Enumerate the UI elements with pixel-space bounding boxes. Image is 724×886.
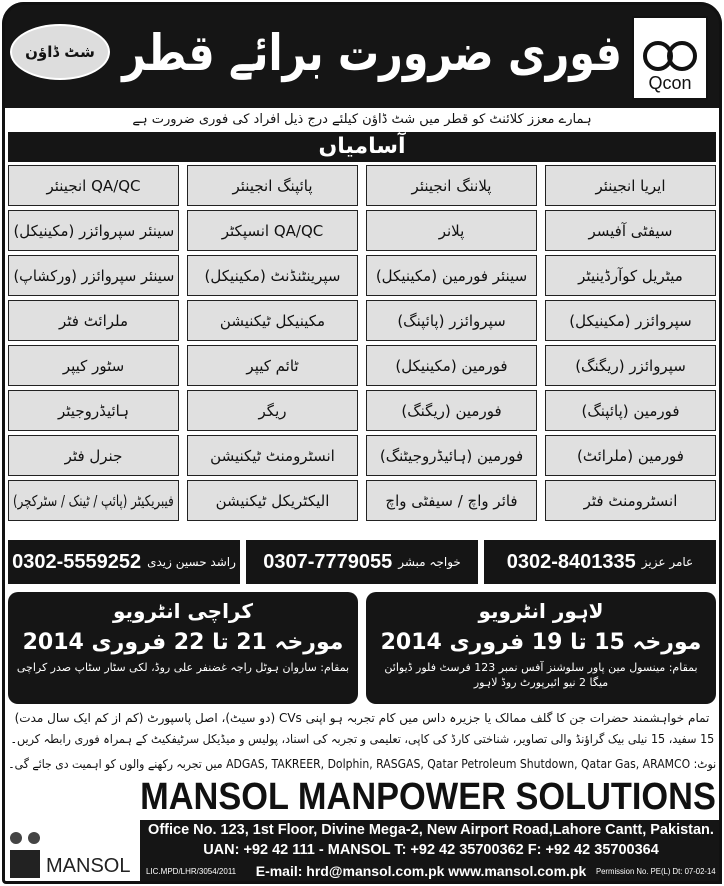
post-item: انسٹرومنٹ ٹیکنیشن	[210, 446, 335, 465]
karachi-interview-venue: بمقام: ساروان ہوٹل راجہ غضنفر علی روڈ، لکی سٹار سٹاپ صدر کراچی	[16, 661, 350, 674]
company-name-box	[140, 776, 716, 818]
post-cell	[545, 390, 716, 431]
requirement-line: 15 سفید، 15 نیلی بیک گراؤنڈ والی تصاویر، شناختی کارڈ کی کاپی، تعلیمی و تجربہ کی اسناد، پولیس و میڈیکل سرٹیفکیٹ کے ہمراہ فوری رابطہ کریں۔	[10, 732, 714, 746]
lahore-interview-title: لاہور انٹرویو	[478, 599, 604, 623]
post-item: سپروائزر (ریگنگ)	[575, 356, 686, 375]
post-item: سپروائزر (مکینیکل)	[569, 311, 692, 330]
post-cell	[187, 300, 358, 341]
post-item: سینئر سپروائزر (ورکشاپ)	[13, 266, 174, 285]
post-item: فورمین (مکینیکل)	[395, 356, 508, 375]
post-cell	[187, 165, 358, 206]
post-item: فیبریکیٹر (پائپ / ٹینک / سٹرکچر)	[13, 491, 174, 510]
requirement-line: تمام خواہشمند حضرات جن کا گلف ممالک یا جزیرہ داس میں کام تجربہ ہو اپنی CVs (دو سیٹ)، اصل پاسپورٹ (کم از کم ایک سال مدت)	[14, 711, 710, 725]
post-cell	[366, 345, 537, 386]
post-cell	[545, 255, 716, 296]
note-box	[8, 753, 716, 775]
post-cell	[545, 165, 716, 206]
post-cell	[8, 345, 179, 386]
contact-name: عامر عزیز	[641, 555, 694, 569]
email-website: E-mail: hrd@mansol.com.pk www.mansol.com.pk	[255, 863, 587, 879]
post-cell	[366, 210, 537, 251]
post-cell	[366, 255, 537, 296]
qcon-logo	[632, 16, 708, 100]
qcon-logo-text: Qcon	[648, 73, 692, 93]
contact-3	[8, 540, 240, 584]
mansol-mark-icon	[8, 832, 42, 878]
ad-title: فوری ضرورت برائے قطر	[122, 24, 622, 82]
post-cell	[366, 390, 537, 431]
post-cell	[545, 210, 716, 251]
qcon-circles-icon	[646, 41, 694, 71]
ad-title-box	[122, 8, 622, 98]
post-cell	[545, 345, 716, 386]
post-cell	[187, 480, 358, 521]
post-item: سینئر سپروائزر (مکینیکل)	[13, 221, 174, 240]
shutdown-badge: شٹ ڈاؤن	[10, 24, 110, 80]
contact-name: خواجہ مبشر	[398, 555, 461, 569]
post-item: QA/QC انسپکٹر	[221, 221, 324, 240]
post-item: QA/QC انجینئر	[46, 176, 141, 195]
mansol-logo	[8, 828, 138, 878]
post-cell	[187, 435, 358, 476]
post-cell	[187, 345, 358, 386]
requirements	[10, 708, 714, 750]
post-cell	[545, 480, 716, 521]
post-item: فائر واچ / سیفٹی واچ	[385, 491, 518, 510]
post-cell	[366, 300, 537, 341]
post-item: فورمین (ملرائٹ)	[577, 446, 684, 465]
post-cell	[187, 255, 358, 296]
post-cell	[545, 435, 716, 476]
contacts-row	[8, 540, 716, 584]
company-address: Office No. 123, 1st Floor, Divine Mega-2, New Airport Road,Lahore Cantt, Pakistan.	[148, 822, 714, 838]
post-item: سپروائزر (پائپنگ)	[397, 311, 506, 330]
company-name: MANSOL MANPOWER SOLUTIONS	[140, 776, 716, 818]
post-item: سیفٹی آفیسر	[588, 221, 673, 240]
posts-grid	[8, 165, 716, 521]
post-item: سپرینٹنڈنٹ (مکینیکل)	[204, 266, 341, 285]
post-item: فورمین (ہائیڈروجیٹنگ)	[379, 446, 524, 465]
post-cell	[187, 210, 358, 251]
lahore-interview-venue: بمقام: مینسول مین پاور سلوشنز آفس نمبر 123 فرسٹ فلور ڈیوائن میگا 2 نیو ائیرپورٹ روڈ لاہور	[384, 661, 698, 689]
post-item: میٹریل کوآرڈینیٹر	[578, 266, 683, 285]
company-phones: UAN: +92 42 111 - MANSOL T: +92 42 35700362 F: +92 42 35700364	[203, 842, 659, 858]
post-item: ریگر	[258, 401, 287, 420]
contact-2	[246, 540, 478, 584]
post-item: فورمین (پائپنگ)	[581, 401, 680, 420]
post-item: ملرائٹ فٹر	[58, 311, 129, 330]
post-cell	[366, 165, 537, 206]
post-cell	[187, 390, 358, 431]
karachi-interview-panel	[8, 592, 358, 704]
post-item: مکینیکل ٹیکنیشن	[219, 311, 326, 330]
post-item: فورمین (ریگنگ)	[401, 401, 502, 420]
lahore-interview-panel	[366, 592, 716, 704]
post-cell	[366, 435, 537, 476]
post-item: ٹائم کیپر	[246, 356, 299, 375]
license-number: LIC.MPD/LHR/3054/2011	[146, 866, 237, 876]
post-item: پلانر	[438, 221, 465, 240]
contact-phone: 0307-7779055	[263, 550, 393, 573]
post-cell	[8, 210, 179, 251]
lahore-interview-dates: مورخہ 15 تا 19 فروری 2014	[380, 630, 702, 655]
permission-number: Permission No. PE(L) Dt: 07-02-14	[596, 866, 716, 876]
contact-phone: 0302-8401335	[506, 550, 636, 573]
post-item: ایریا انجینئر	[595, 176, 666, 195]
contact-phone: 0302-5559252	[12, 550, 142, 573]
post-item: ہائیڈروجیٹر	[57, 401, 130, 420]
intro-text: ہمارے معزز کلائنٹ کو قطر میں شٹ ڈاؤن کیلئے درج ذیل افراد کی فوری ضرورت ہے	[132, 112, 592, 127]
karachi-interview-dates: مورخہ 21 تا 22 فروری 2014	[22, 630, 344, 655]
post-item: سینئر فورمین (مکینیکل)	[375, 266, 528, 285]
post-cell	[8, 255, 179, 296]
post-item: الیکٹریکل ٹیکنیشن	[215, 491, 330, 510]
post-item: پائپنگ انجینئر	[232, 176, 313, 195]
contact-band	[140, 820, 722, 884]
post-cell	[545, 300, 716, 341]
intro-box	[8, 108, 716, 132]
post-cell	[8, 480, 179, 521]
post-cell	[8, 390, 179, 431]
posts-heading: آسامیاں	[8, 132, 716, 162]
post-cell	[8, 165, 179, 206]
post-cell	[8, 300, 179, 341]
post-item: سٹور کیپر	[62, 356, 125, 375]
post-cell	[8, 435, 179, 476]
mansol-logo-text: MANSOL	[46, 855, 131, 877]
post-item: پلاننگ انجینئر	[411, 176, 492, 195]
post-cell	[366, 480, 537, 521]
post-item: جنرل فٹر	[64, 446, 123, 465]
karachi-interview-title: کراچی انٹرویو	[113, 599, 253, 623]
note-text: نوٹ: ADGAS, TAKREER, Dolphin, RASGAS, Qatar Petroleum Shutdown, Qatar Gas, ARAMCO میں تجربہ رکھنے والوں کو اہمیت دی جائے گی۔	[8, 757, 716, 771]
contact-name: راشد حسین زیدی	[147, 555, 236, 569]
post-item: انسٹرومنٹ فٹر	[583, 491, 678, 510]
contact-1	[484, 540, 716, 584]
